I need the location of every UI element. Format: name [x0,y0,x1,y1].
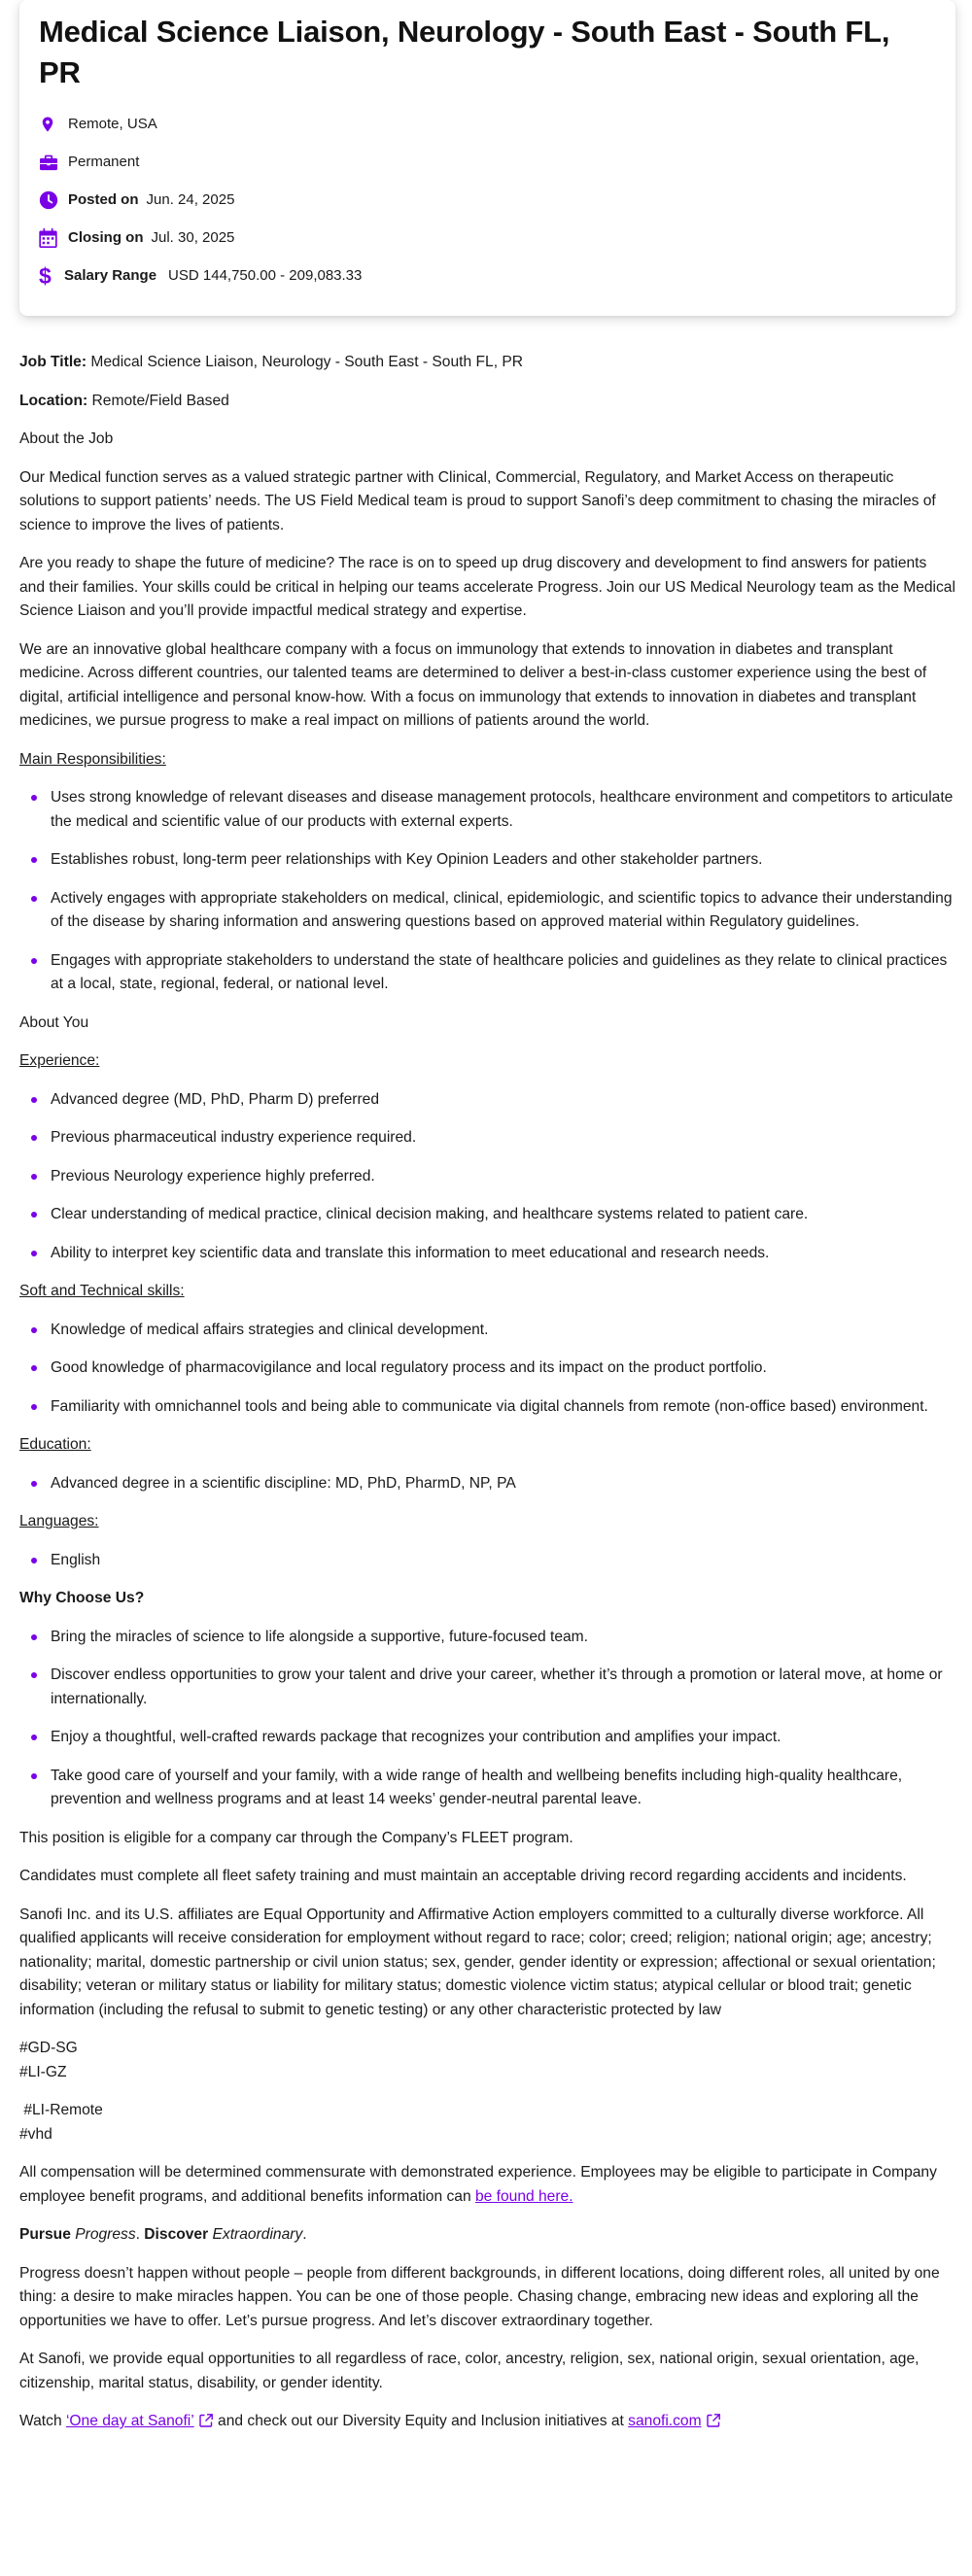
discover-word: Discover [144,2226,209,2243]
progress-paragraph: Progress doesn’t happen without people – people from different backgrounds, in different locations, doing different roles, all united by one thing: a desire to make miracles happen. You can be one of those people. Chasing change, embracing new ideas and exploring all the opportunities we have to offer. Let’s pursue progress. And let’s discover extraordinary together. [19,2264,940,2329]
closing-value: Jul. 30, 2025 [151,229,235,246]
job-type-row [39,143,936,181]
list-item: Familiarity with omnichannel tools and being able to communicate via digital channels from remote (non-office based) environment. [19,1395,955,1420]
watch-line [19,2410,955,2434]
location-value: Remote, USA [68,116,157,132]
eeo-paragraph: Sanofi Inc. and its U.S. affiliates are Equal Opportunity and Affirmative Action employers committed to a culturally diverse workforce. All qualified applicants will receive consideration for employment without regard to race; color; creed; religion; national origin; age; ancestry; nationality; marital, domestic partnership or civil union status; sex, gender, gender identity or expression; affectional or sexual orientation; disability; veteran or military status or liability for military status; domestic violence victim status; atypical cellular or blood trait; genetic information (including the refusal to submit to genetic testing) or any other characteristic protected by law [19,1906,936,2018]
closing-label: Closing on [68,229,144,246]
why-choose-heading [19,1587,955,1611]
list-item: Previous pharmaceutical industry experience required. [19,1126,955,1151]
salary-value: USD 144,750.00 - 209,083.33 [168,267,363,284]
list-item: Advanced degree (MD, PhD, Pharm D) preferred [19,1088,955,1113]
closing-row [39,219,936,257]
compensation-text: All compensation will be determined commensurate with demonstrated experience. Employees may be eligible to participate in Company employee benefit programs, and additional benefits information can [19,2164,937,2205]
watch-middle: and check out our Diversity Equity and Inclusion initiatives at [213,2413,629,2429]
responsibilities-list [19,786,955,997]
compensation-paragraph [19,2161,955,2209]
list-item: Uses strong knowledge of relevant diseases and disease management protocols, healthcare environment and competitors to articulate the medical and scientific value of our products with external experts. [19,786,955,834]
posted-value: Jun. 24, 2025 [146,191,235,208]
list-item: Engages with appropriate stakeholders to understand the state of healthcare policies and guidelines as they relate to clinical practices at a local, state, regional, federal, or national level. [19,949,955,997]
progress-word: Progress [75,2226,136,2243]
job-description [19,316,955,2434]
location-line [19,390,955,414]
extraordinary-word: Extraordinary [212,2226,303,2243]
list-item: Ability to interpret key scientific data and translate this information to meet educational and research needs. [19,1242,955,1266]
fleet-training-paragraph: Candidates must complete all fleet safety training and must maintain an acceptable driving record regarding accidents and incidents. [19,1868,907,1884]
languages-heading: Languages: [19,1513,99,1529]
svg-text:$: $ [39,263,52,288]
experience-list [19,1088,955,1266]
location-value-body: Remote/Field Based [91,392,229,409]
list-item: Actively engages with appropriate stakeholders on medical, clinical, epidemiologic, and scientific topics to advance their understanding of the disease by sharing information and answering questions based on approved material within Regulatory guidelines. [19,887,955,935]
salary-row [39,257,936,294]
benefits-link[interactable]: be found here. [474,2187,573,2205]
hashtag: #LI-Remote [19,2102,103,2118]
job-title: Medical Science Liaison, Neurology - South East - South FL, PR [39,15,890,89]
list-item: Advanced degree in a scientific discipline: MD, PhD, PharmD, NP, PA [19,1472,955,1496]
about-job-heading: About the Job [19,430,114,447]
list-item: English [19,1549,955,1573]
clock-icon [39,189,68,211]
posted-label: Posted on [68,191,139,208]
posted-row [39,181,936,219]
list-item: Take good care of yourself and your family, with a wide range of health and wellbeing benefits including high-quality healthcare, prevention and wellness programs and at least 14 weeks’ gender-neutral parental leave. [19,1765,955,1812]
location-row [39,105,936,143]
job-type-value: Permanent [68,154,140,170]
education-heading: Education: [19,1436,91,1453]
sanofi-link[interactable]: sanofi.com [628,2413,702,2429]
list-item: Knowledge of medical affairs strategies and clinical development. [19,1319,955,1343]
job-header-card [19,0,955,316]
location-label: Location: [19,392,88,409]
why-choose-heading-text: Why Choose Us? [19,1590,145,1606]
languages-list [19,1549,955,1573]
experience-heading: Experience: [19,1052,100,1069]
job-title-label: Job Title: [19,354,87,370]
calendar-icon [39,227,68,249]
fleet-paragraph: This position is eligible for a company car through the Company’s FLEET program. [19,1829,573,1846]
skills-list [19,1319,955,1420]
job-title-line [19,351,955,375]
one-day-at-sanofi-link[interactable]: ‘One day at Sanofi’ [65,2413,194,2429]
salary-label: Salary Range [64,267,157,284]
intro-paragraph-2: Are you ready to shape the future of medicine? The race is on to speed up drug discovery and development to find answers for patients and their families. Your skills could be critical in helping our teams accelerate Progress. Join our US Medical Neurology team as the Medical Science Liaison and you’ll provide impactful medical strategy and expertise. [19,555,955,619]
briefcase-icon [39,152,68,173]
job-title-value: Medical Science Liaison, Neurology - South East - South FL, PR [90,354,524,370]
list-item: Bring the miracles of science to life alongside a supportive, future-focused team. [19,1626,955,1650]
list-item: Clear understanding of medical practice, clinical decision making, and healthcare systems related to patient care. [19,1203,955,1227]
pursue-progress-line: Pursue Progress. Discover Extraordinary. [19,2226,307,2243]
list-item: Establishes robust, long-term peer relationships with Key Opinion Leaders and other stakeholder partners. [19,848,955,873]
list-item: Good knowledge of pharmacovigilance and local regulatory process and its impact on the product portfolio. [19,1357,955,1381]
list-item: Previous Neurology experience highly preferred. [19,1165,955,1189]
watch-prefix: Watch [19,2413,66,2429]
education-list [19,1472,955,1496]
list-item: Enjoy a thoughtful, well-crafted rewards package that recognizes your contribution and amplifies your impact. [19,1726,955,1750]
hashtag: #LI-GZ [19,2063,67,2080]
intro-paragraph-1: Our Medical function serves as a valued strategic partner with Clinical, Commercial, Regulatory, and Market Access on therapeutic solutions to support patients’ needs. The US Field Medical team is proud to support Sanofi’s deep commitment to chasing the miracles of science to improve the lives of patients. [19,468,936,533]
dollar-icon [39,265,64,287]
external-link-icon[interactable] [198,2413,214,2428]
responsibilities-heading: Main Responsibilities: [19,750,166,768]
list-item: Discover endless opportunities to grow your talent and drive your career, whether it’s through a promotion or lateral move, at home or internationally. [19,1664,955,1711]
why-choose-list [19,1626,955,1812]
hashtag: #vhd [19,2125,52,2143]
location-pin-icon [39,114,68,135]
intro-paragraph-3: We are an innovative global healthcare company with a focus on immunology that extends to innovation in diabetes and transplant medicine. Across different countries, our talented teams are determined to deliver a best-in-class customer experience using the best of digital, artificial intelligence and personal know-how. With a focus on immunology that extends to innovation in diabetes and transplant medicines, we pursue progress to make a real impact on millions of patients around the world. [19,640,927,729]
skills-heading: Soft and Technical skills: [19,1283,185,1299]
equal-opportunity-paragraph: At Sanofi, we provide equal opportunities to all regardless of race, color, ancestry, religion, sex, national origin, sexual orientation, age, citizenship, marital status, disability, or gender identity. [19,2351,920,2391]
hashtag: #GD-SG [19,2040,78,2056]
about-you-heading: About You [19,1013,89,1031]
external-link-icon[interactable] [706,2413,721,2428]
pursue-word: Pursue [19,2226,71,2243]
